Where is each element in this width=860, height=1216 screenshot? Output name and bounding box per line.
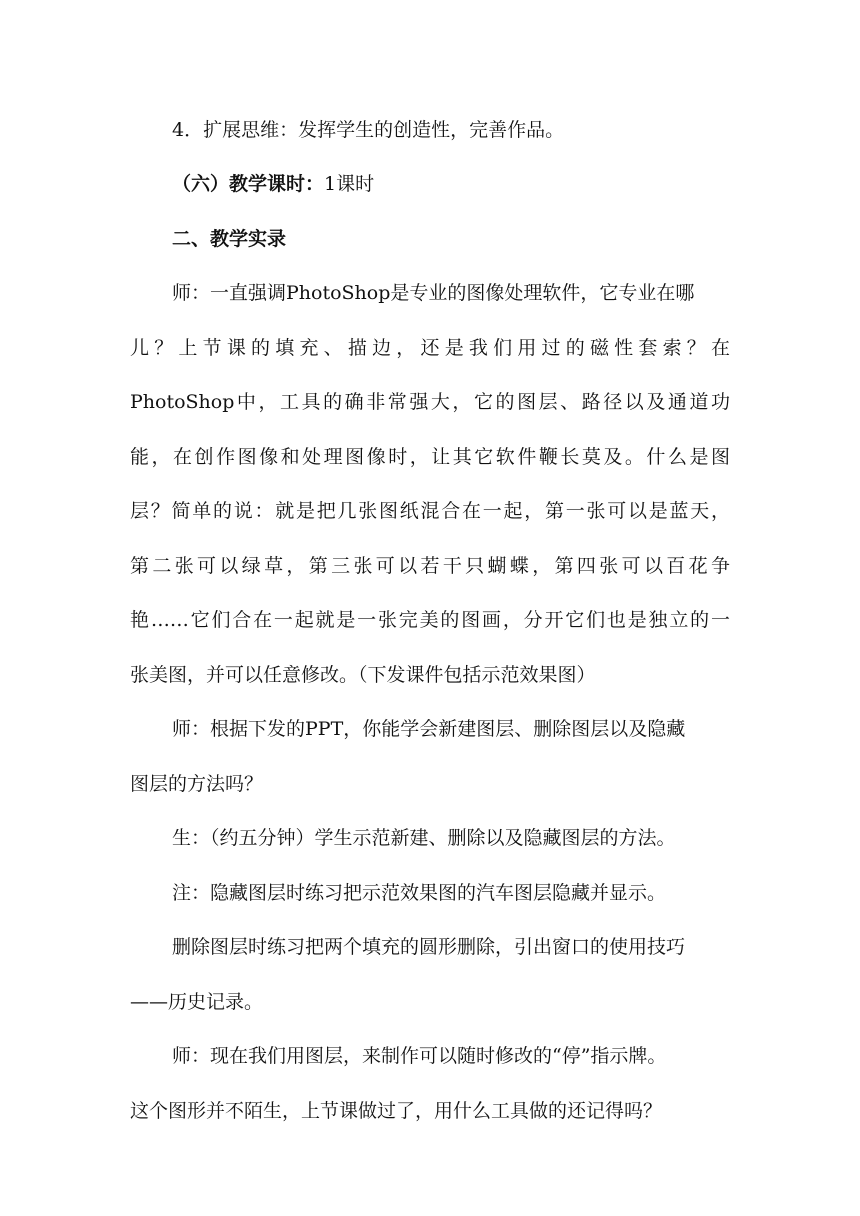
student-demo-line: 生：（约五分钟）学生示范新建、删除以及隐藏图层的方法。 [172,827,676,849]
paragraph-line: 第二张可以绿草，第三张可以若干只蝴蝶，第四张可以百花争 [130,555,730,577]
paragraph-line: 图层的方法吗？ [130,773,264,795]
section-heading-teaching-record: 二、教学实录 [172,228,287,250]
paragraph-line: 艳……它们合在一起就是一张完美的图画，分开它们也是独立的一 [130,609,730,631]
lesson-time-label: （六）教学课时： [172,173,325,195]
paragraph-line: 师：一直强调PhotoShop是专业的图像处理软件，它专业在哪 [172,282,695,304]
paragraph-line: 这个图形并不陌生，上节课做过了，用什么工具做的还记得吗？ [130,1100,663,1122]
lesson-time-value: 1课时 [324,173,375,195]
note-line: 注：隐藏图层时练习把示范效果图的汽车图层隐藏并显示。 [172,882,667,904]
paragraph-line: 师：根据下发的PPT，你能学会新建图层、删除图层以及隐藏 [172,718,686,740]
paragraph-line: 张美图，并可以任意修改。（下发课件包括示范效果图） [130,664,596,686]
paragraph-line: 儿？上节课的填充、描边，还是我们用过的磁性套索？在 [130,337,730,359]
paragraph-line: ——历史记录。 [130,991,264,1013]
paragraph-line: 能，在创作图像和处理图像时，让其它软件鞭长莫及。什么是图 [130,446,730,468]
paragraph-line: 删除图层时练习把两个填充的圆形删除，引出窗口的使用技巧 [172,936,686,958]
paragraph-line: PhotoShop中，工具的确非常强大，它的图层、路径以及通道功 [130,391,730,413]
paragraph-line: 师：现在我们用图层，来制作可以随时修改的“停”指示牌。 [172,1045,667,1067]
lesson-time-heading [172,171,374,197]
paragraph-line: 层？简单的说：就是把几张图纸混合在一起，第一张可以是蓝天， [130,500,730,522]
paragraph-line-expand-thinking: 4．扩展思维：发挥学生的创造性，完善作品。 [172,119,565,141]
